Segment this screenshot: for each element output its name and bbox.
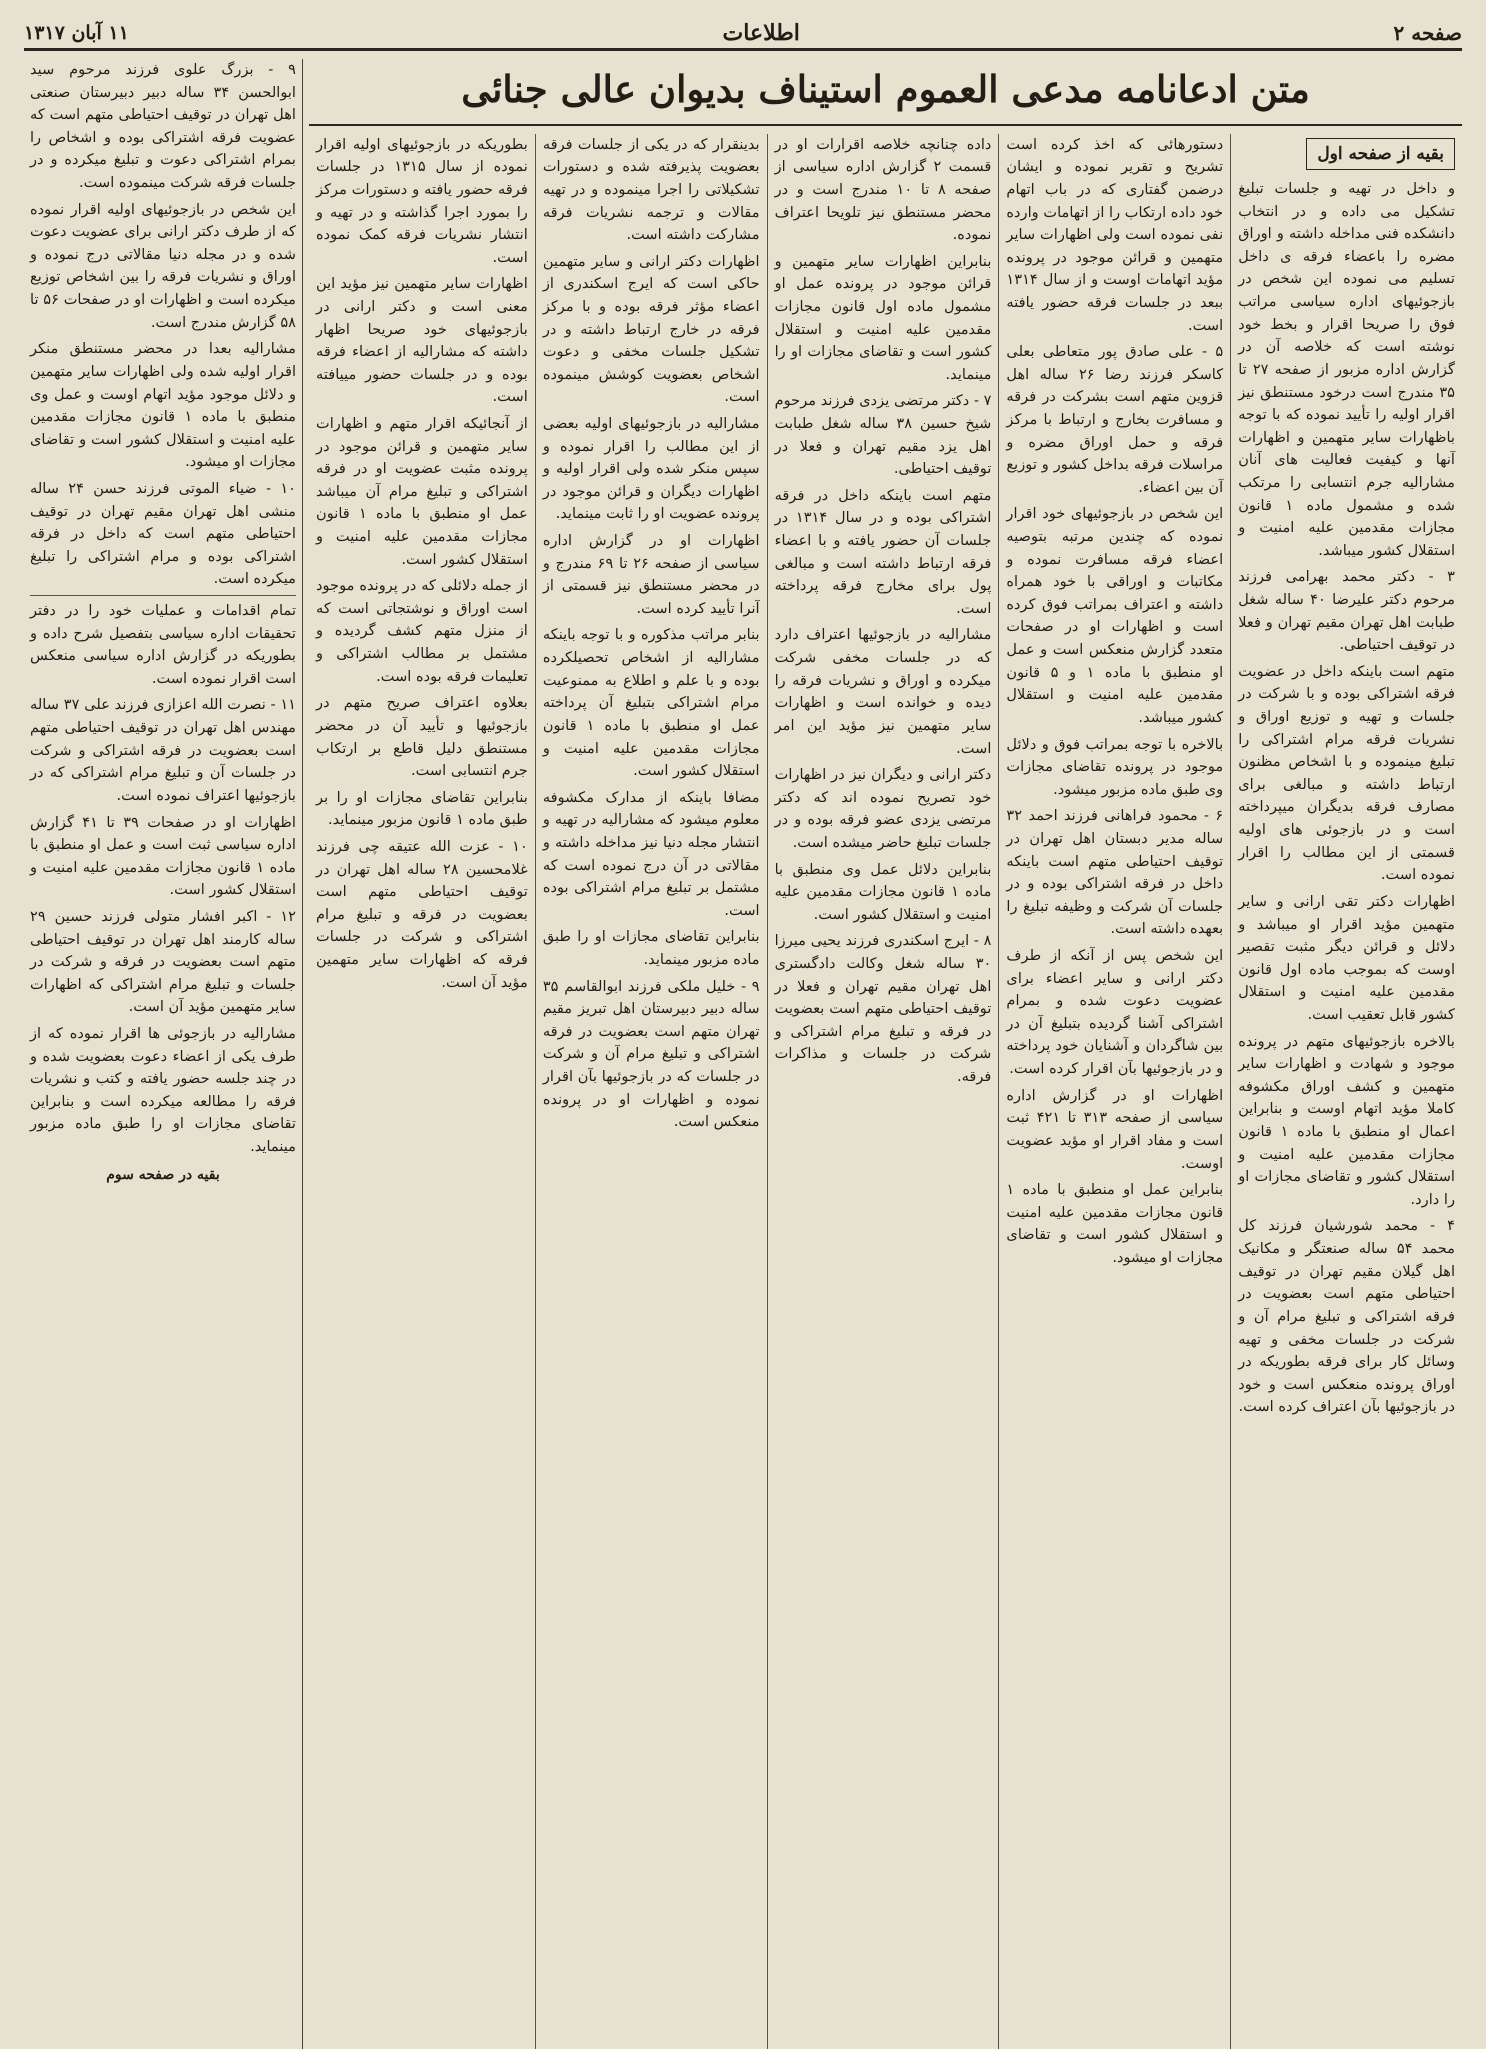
side-column-bottom [30, 595, 296, 1186]
continued-on-label: بقیه در صفحه سوم [106, 1166, 220, 1183]
paragraph: مضافا باینکه از مدارک مکشوفه معلوم میشود که مشارالیه در تهیه و انتشار مجله دنیا نیز مداخله داشته و مقالاتی در آن درج نموده است که مشتمل بر تبلیغ مرام اشتراکی بوده است. [542, 788, 760, 919]
column-5-paragraphs [316, 134, 528, 995]
column-4-paragraphs [543, 134, 760, 1134]
paragraph: بعلاوه اعتراف صریح متهم در بازجوئیها و تأیید آن در محضر مستنطق دلیل قاطع بر ارتکاب جرم انتسابی است. [316, 694, 528, 780]
paragraph: ۶ - محمود فراهانی فرزند احمد ۳۲ ساله مدیر دبستان اهل تهران در توقیف احتیاطی متهم است باینکه داخل در فرقه اشتراکی بوده و در جلسات آن شرکت و وظیفه تبلیغ را بعهده داشته است. [1006, 807, 1224, 938]
paragraph: بنابراین اظهارات سایر متهمین و قرائن موجود در پرونده عمل او مشمول ماده اول قانون مجازات مقدمین علیه امنیت و استقلال کشور است و تقاضای مجازات او را مینماید. [774, 252, 992, 383]
paragraph: ۸ - ایرج اسکندری فرزند یحیی میرزا ۳۰ ساله شغل وکالت دادگستری اهل تهران مقیم تهران و فعلا در توقیف احتیاطی متهم است بعضویت در فرقه و تبلیغ مرام اشتراکی و شرکت در جلسات و مذاکرات فرقه. [774, 932, 992, 1086]
paragraph: ۱۱ - نصرت الله اعزازی فرزند علی ۳۷ ساله مهندس اهل تهران در توقیف احتیاطی متهم است بعضویت در فرقه اشتراکی و شرکت در جلسات آن و تبلیغ مرام اشتراکی که در بازجوئیها اعتراف نموده است. [30, 696, 296, 804]
article-column-2 [998, 134, 1230, 2049]
paragraph: بنابراین عمل او منطبق با ماده ۱ قانون مجازات مقدمین علیه امنیت و استقلال کشور است و تقاضای مجازات او میشود. [1006, 1181, 1224, 1266]
paragraph: ۹ - خلیل ملکی فرزند ابوالقاسم ۳۵ ساله دبیر دبیرستان اهل تبریز مقیم تهران متهم است بعضویت در فرقه اشتراکی و تبلیغ مرام آن و شرکت در جلسات که در بازجوئیها بآن اقرار نموده و اظهارات او در پرونده منعکس است. [542, 977, 760, 1131]
paragraph: اظهارات دکتر تقی ارانی و سایر متهمین مؤید اقرار او میباشد و دلائل و قرائن دیگر مثبت تقصیر اوست که بموجب ماده اول قانون مقدمین علیه امنیت و استقلال کشور قابل تعقیب است. [1238, 892, 1455, 1023]
paragraph: ۱۲ - اکبر افشار متولی فرزند حسین ۲۹ ساله کارمند اهل تهران در توقیف احتیاطی متهم است بعضویت در فرقه و شرکت در جلسات و تبلیغ مرام اشتراکی که اظهارات سایر متهمین مؤید آن است. [30, 907, 296, 1016]
article-column-1 [1230, 134, 1462, 2049]
paragraph: بنابراین تقاضای مجازات او را طبق ماده مزبور مینماید. [542, 928, 760, 969]
paragraph: اظهارات او در صفحات ۳۹ تا ۴۱ گزارش اداره سیاسی ثبت است و عمل او منطبق با ماده ۱ قانون مجازات مقدمین علیه امنیت و استقلال کشور است. [30, 813, 296, 899]
headline: متن ادعانامه مدعی العموم استیناف بدیوان عالی جنائی [309, 59, 1462, 126]
paragraph: دکتر ارانی و دیگران نیز در اظهارات خود تصریح نموده اند که دکتر مرتضی یزدی عضو فرقه بوده و در جلسات تبلیغ حاضر میشده است. [774, 766, 992, 851]
paragraph: تمام اقدامات و عملیات خود را در دفتر تحقیقات اداره سیاسی بتفصیل شرح داده و بطوریکه در گزارش اداره سیاسی منعکس است اقرار نموده است. [30, 602, 296, 687]
paragraph: از جمله دلائلی که در پرونده موجود است اوراق و نوشتجاتی است که از منزل متهم کشف گردیده و مشتمل بر مطالب اشتراکی و تعلیمات فرقه بوده است. [316, 577, 528, 685]
paragraph: متهم است باینکه داخل در فرقه اشتراکی بوده و در سال ۱۳۱۴ در جلسات آن حضور یافته و با اعضاء فرقه ارتباط داشته است و مبالغی پول برای مخارج فرقه پرداخته است. [774, 486, 992, 617]
paragraph: مشارالیه در بازجوئی ها اقرار نموده که از طرف یکی از اعضاء دعوت بعضویت شده و در چند جلسه حضور یافته و کتب و نشریات فرقه را مطالعه میکرده است و بنابراین تقاضای مجازات او را طبق ماده مزبور مینماید. [30, 1024, 296, 1156]
paragraph: این شخص پس از آنکه از طرف دکتر ارانی و سایر اعضاء برای عضویت دعوت شده و بمرام اشتراکی آشنا گردیده بتبلیغ آن در بین شاگردان و آشنایان خود پرداخته و در بازجوئیها بآن اقرار کرده است. [1006, 947, 1224, 1078]
paragraph: بنابراین دلائل عمل وی منطبق با ماده ۱ قانون مجازات مقدمین علیه امنیت و استقلال کشور است. [774, 860, 992, 923]
paragraph: اظهارات سایر متهمین نیز مؤید این معنی است و دکتر ارانی در بازجوئیهای خود صریحا اظهار داشته که مشارالیه از اعضاء فرقه بوده و در جلسات حضور مییافته است. [316, 275, 528, 406]
article-columns [309, 134, 1462, 2049]
paragraph: و داخل در تهیه و جلسات تبلیغ تشکیل می داده و در انتخاب دانشکده فنی مداخله داشته و اوراق مضره را باعضاء فرقه ی داخل تسلیم می نموده این شخص در بازجوئیهای اداره سیاسی مراتب فوق را صریحا اقرار و بخط خود نوشته است که خلاصه آن در گزارش اداره مزبور از صفحه ۲۷ تا ۳۵ مندرج است درخود مستنطق نیز اقرار اولیه را تأیید نموده که با توجه باظهارات سایر متهمین و اظهارات آنها و کیفیت فعالیت های آنان مشارالیه جرم انتسابی را مرتکب شده و مشمول ماده ۱ قانون مجازات مقدمین علیه امنیت و استقلال کشور میباشد. [1238, 180, 1455, 559]
newspaper-name: اطلاعات [722, 20, 800, 46]
paragraph: این شخص در بازجوئیهای اولیه اقرار نموده که از طرف دکتر ارانی برای عضویت دعوت شده و در مجله دنیا مقالاتی درج نموده و اوراق و نشریات فرقه را بین اشخاص توزیع میکرده است و اظهارات او در صفحات ۵۶ تا ۵۸ گزارش مندرج است. [30, 200, 296, 331]
article-column-5 [309, 134, 535, 2049]
paragraph: ۵ - علی صادق پور متعاطی بعلی کاسکر فرزند رضا ۲۶ ساله اهل قزوین متهم است بشرکت در فرقه و مسافرت بخارج و ارتباط با مرکز فرقه و حمل اوراق مضره و مراسلات فرقه بداخل کشور و توزیع آن بین اعضاء. [1006, 343, 1224, 496]
paragraph: بنابر مراتب مذکوره و با توجه باینکه مشارالیه از اشخاص تحصیلکرده بوده و با علم و اطلاع به ممنوعیت مرام اشتراکی بتبلیغ آن پرداخته عمل او منطبق با ماده ۱ قانون مجازات مقدمین علیه امنیت و استقلال کشور است. [542, 626, 760, 780]
paragraph: بطوریکه در بازجوئیهای اولیه اقرار نموده از سال ۱۳۱۵ در جلسات فرقه حضور یافته و دستورات مرکز را بمورد اجرا گذاشته و در تهیه و انتشار نشریات فرقه کمک نموده است. [316, 135, 528, 266]
paragraph: اظهارات او در گزارش اداره سیاسی از صفحه ۲۶ تا ۶۹ مندرج و در محضر مستنطق نیز قسمتی از آنرا تأیید کرده است. [542, 532, 760, 617]
paragraph: ۱۰ - ضیاء الموتی فرزند حسن ۲۴ ساله منشی اهل تهران مقیم تهران در توقیف احتیاطی متهم است که داخل در فرقه اشتراکی بوده و مرام اشتراکی را تبلیغ میکرده است. [30, 479, 296, 588]
issue-date: ۱۱ آبان ۱۳۱۷ [24, 22, 129, 44]
masthead [24, 18, 1462, 51]
side-column-bottom-paragraphs [30, 600, 296, 1159]
side-column [24, 59, 302, 2049]
paragraph: اظهارات او در گزارش اداره سیاسی از صفحه ۳۱۳ تا ۴۲۱ ثبت است و مفاد اقرار او مؤید عضویت اوست. [1006, 1086, 1224, 1172]
side-column-top [30, 59, 296, 591]
paragraph: داده چنانچه خلاصه اقرارات او در قسمت ۲ گزارش اداره سیاسی از صفحه ۸ تا ۱۰ مندرج است و در محضر مستنطق نیز تلویحا اعتراف نموده. [774, 135, 992, 244]
continued-from-label: بقیه از صفحه اول [1306, 138, 1455, 170]
column-1-paragraphs [1238, 178, 1455, 1419]
paragraph: ۱۰ - عزت الله عتیقه چی فرزند غلامحسین ۲۸ ساله اهل تهران در توقیف احتیاطی متهم است بعضویت در فرقه و تبلیغ مرام اشتراکی و شرکت در جلسات فرقه که اظهارات سایر متهمین مؤید آن است. [316, 837, 528, 991]
main-article [302, 59, 1462, 2049]
paragraph: ۷ - دکتر مرتضی یزدی فرزند مرحوم شیخ حسین ۳۸ ساله شغل طبابت اهل یزد مقیم تهران و فعلا در توقیف احتیاطی. [774, 392, 992, 478]
paragraph: ۳ - دکتر محمد بهرامی فرزند مرحوم دکتر علیرضا ۴۰ ساله شغل طبابت اهل تهران مقیم تهران و فعلا در توقیف احتیاطی. [1238, 568, 1455, 654]
paragraph: بدینقرار که در یکی از جلسات فرقه بعضویت پذیرفته شده و دستورات تشکیلاتی را اجرا مینموده و در تهیه مقالات و ترجمه نشریات فرقه مشارکت داشته است. [542, 135, 760, 244]
paragraph: دستورهائی که اخذ کرده است تشریح و تقریر نموده و ایشان درضمن گفتاری که در باب اتهام خود داده ارتکاب را از اتهامات وارده نفی نموده است ولی اظهارات سایر متهمین و قرائن موجود در پرونده مؤید اتهامات اوست و از سال ۱۳۱۴ ببعد در جلسات فرقه حضور یافته است. [1006, 135, 1224, 334]
paragraph: مشارالیه در بازجوئیهای اولیه بعضی از این مطالب را اقرار نموده و سپس منکر شده ولی اقرار اولیه و اظهارات دیگران و قرائن موجود در پرونده عضویت او را ثابت مینماید. [542, 415, 760, 523]
paragraph: ۹ - بزرگ علوی فرزند مرحوم سید ابوالحسن ۳۴ ساله دبیر دبیرستان صنعتی اهل تهران در توقیف احتیاطی متهم است که عضویت فرقه اشتراکی بوده و اشخاص را بمرام اشتراکی دعوت و تبلیغ میکرده و در جلسات فرقه شرکت مینموده است. [30, 61, 296, 192]
paragraph: ۴ - محمد شورشیان فرزند کل محمد ۵۴ ساله صنعتگر و مکانیک اهل گیلان مقیم تهران در توقیف احتیاطی متهم است بعضویت در فرقه اشتراکی و تبلیغ مرام آن و شرکت در جلسات مخفی و تهیه وسائل کار برای فرقه بطوریکه در اوراق پرونده منعکس است و خود در بازجوئیها بآن اعتراف کرده است. [1238, 1217, 1455, 1416]
article-column-3 [767, 134, 999, 2049]
article-column-4 [535, 134, 767, 2049]
paragraph: این شخص در بازجوئیهای خود اقرار نموده که چندین مرتبه بتوصیه اعضاء فرقه مسافرت نموده و مکاتبات و اوراقی با خود همراه داشته و اعتراف بمراتب فوق کرده است و اظهارات او در صفحات متعدد گزارش منعکس است و عمل او منطبق با ماده ۱ و ۵ قانون مقدمین علیه امنیت و استقلال کشور میباشد. [1006, 505, 1224, 726]
page-number: صفحه ۲ [1393, 21, 1462, 45]
page-content [24, 59, 1462, 2049]
paragraph: متهم است باینکه داخل در عضویت فرقه اشتراکی بوده و با شرکت در جلسات و تهیه و توزیع اوراق و نشریات فرقه مرام اشتراکی را تبلیغ مینموده و با اشخاص مظنون ارتباط داشته و مبالغی برای مصارف فرقه بدیگران میپرداخته است و در بازجوئی های اولیه قسمتی از این مطالب را اقرار نموده است. [1238, 662, 1455, 884]
column-2-paragraphs [1006, 134, 1223, 1270]
column-3-paragraphs [775, 134, 992, 1089]
paragraph: بنابراین تقاضای مجازات او را بر طبق ماده ۱ قانون مزبور مینماید. [316, 788, 528, 829]
paragraph: مشارالیه در بازجوئیها اعتراف دارد که در جلسات مخفی شرکت میکرده و اوراق و نشریات فرقه را دیده و خوانده است و اظهارات سایر متهمین نیز مؤید این امر است. [774, 626, 992, 757]
paragraph: اظهارات دکتر ارانی و سایر متهمین حاکی است که ایرج اسکندری از اعضاء مؤثر فرقه بوده و با مرکز فرقه در خارج ارتباط داشته و در تشکیل جلسات مخفی و دعوت اشخاص بعضویت کوشش مینموده است. [542, 252, 760, 406]
paragraph: بالاخره با توجه بمراتب فوق و دلائل موجود در پرونده تقاضای مجازات وی طبق ماده مزبور میشود. [1006, 735, 1224, 798]
paragraph: مشارالیه بعدا در محضر مستنطق منکر اقرار اولیه شده ولی اظهارات سایر متهمین و دلائل موجود مؤید اتهام اوست و عمل وی منطبق با ماده ۱ قانون مجازات مقدمین علیه امنیت و استقلال کشور است و تقاضای مجازات او میشود. [30, 340, 296, 471]
paragraph: از آنجائیکه اقرار متهم و اظهارات سایر متهمین و قرائن موجود در پرونده مثبت عضویت او در فرقه اشتراکی و تبلیغ مرام آن میباشد عمل او منطبق با ماده ۱ قانون مجازات مقدمین علیه امنیت و استقلال کشور است. [316, 415, 528, 568]
paragraph: بالاخره بازجوئیهای متهم در پرونده موجود و شهادت و اظهارات سایر متهمین و کشف اوراق مکشوفه کاملا مؤید اتهام اوست و بنابراین اعمال او منطبق با ماده ۱ قانون مجازات مقدمین علیه امنیت و استقلال کشور و تقاضای مجازات او را دارد. [1238, 1032, 1455, 1208]
